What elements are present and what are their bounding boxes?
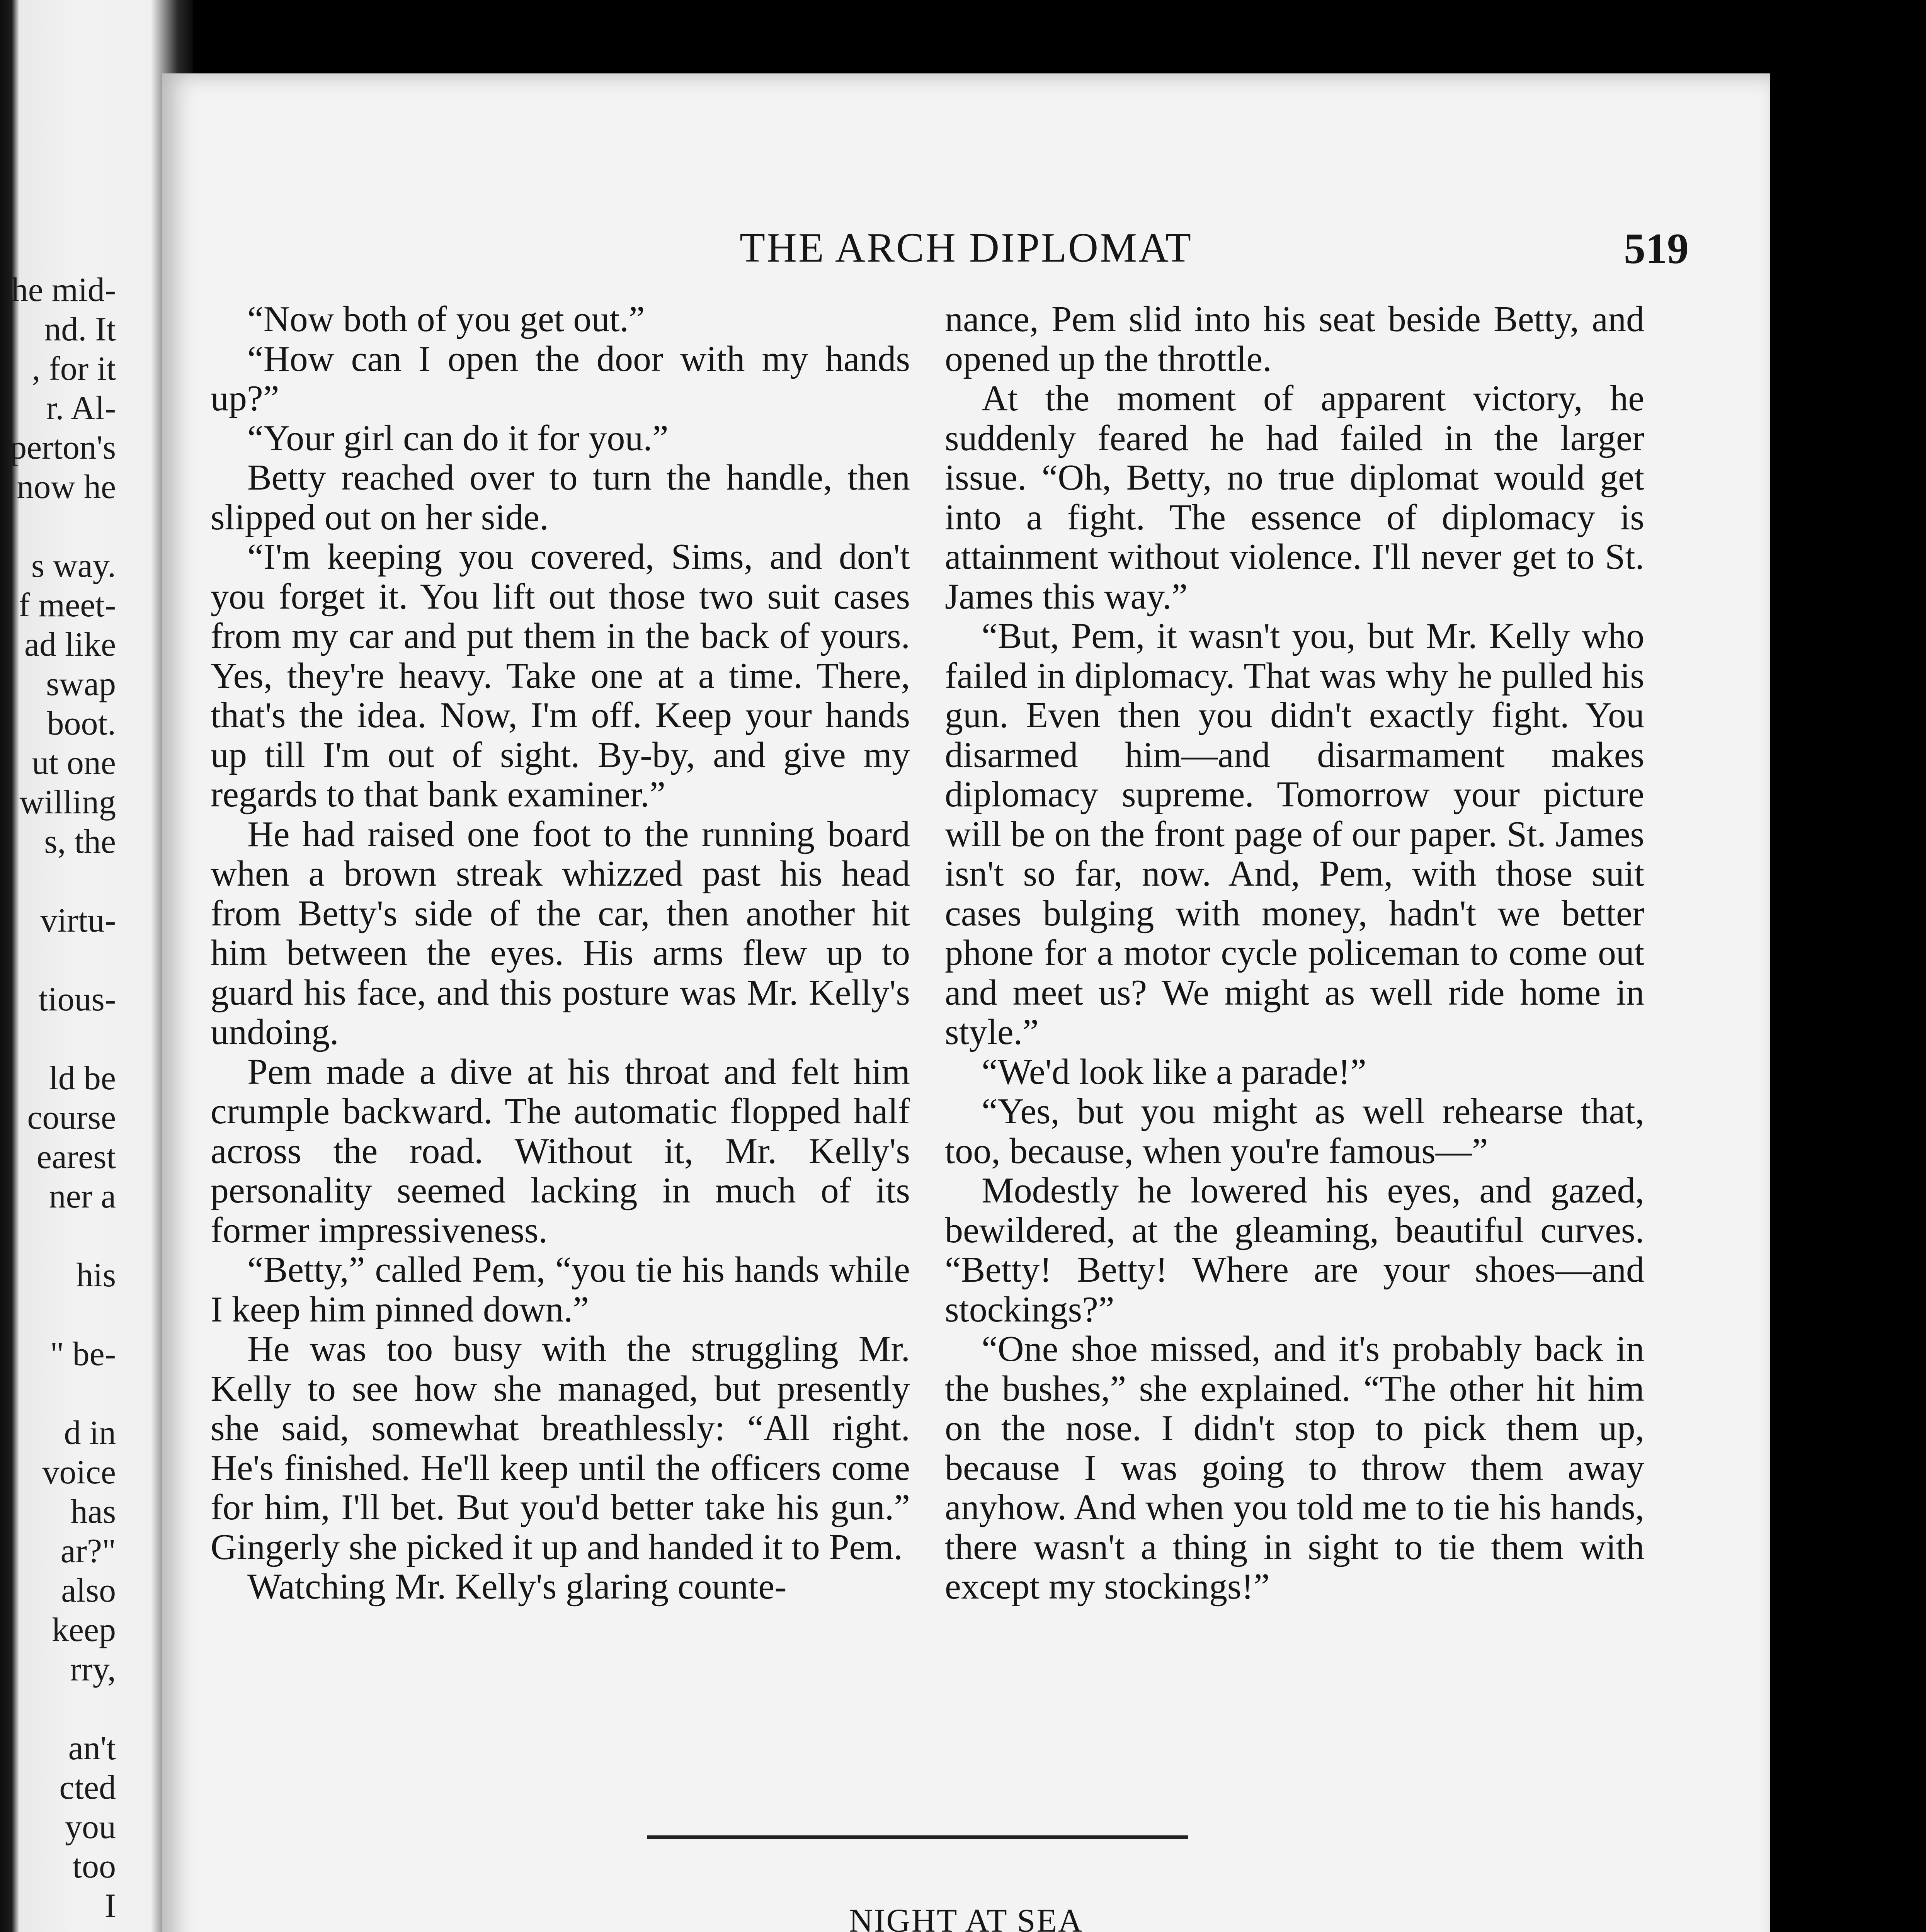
adjacent-page-fragment: f meet-: [19, 587, 116, 624]
story-paragraph: “Betty,” called Pem, “you tie his hands while I keep him pinned down.”: [211, 1250, 910, 1330]
adjacent-page-fragment: also: [61, 1572, 116, 1609]
adjacent-page-fragment: has: [70, 1493, 116, 1531]
adjacent-page-fragment: r. Al-: [46, 389, 116, 427]
adjacent-page-fragment: an't: [68, 1730, 116, 1767]
adjacent-page-fragment: [0, 1295, 116, 1335]
adjacent-page-fragment: now he: [17, 468, 116, 506]
adjacent-page-fragment: cted: [59, 1769, 116, 1806]
story-paragraph: “Now both of you get out.”: [247, 299, 645, 339]
running-head: [162, 224, 1770, 282]
adjacent-page-fragment: ld be: [49, 1060, 116, 1097]
adjacent-page-fragment: nd. It: [44, 311, 116, 348]
magazine-page: [162, 73, 1770, 1932]
story-paragraph: nance, Pem slid into his seat beside Betty, and opened up the throttle.: [945, 299, 1644, 379]
story-paragraph: “But, Pem, it wasn't you, but Mr. Kelly who failed in diplomacy. That was why he pulled his gun. Even then you didn't exactly fight. You disarmed him—and disarmament makes diplomacy supreme. Tomorrow your picture will be on the front page of our paper. St. James isn't so far, now. And, Pem, with those suit cases bulging with money, hadn't we better phone for a motor cycle policeman to come out and meet us? We might as well ride home in style.”: [945, 616, 1644, 1052]
adjacent-page-fragment: keep: [51, 1611, 116, 1649]
page-number: 519: [1624, 225, 1689, 273]
story-paragraph: Watching Mr. Kelly's glaring counte-: [247, 1566, 787, 1607]
adjacent-page-fragment: s way.: [31, 547, 116, 585]
adjacent-page-fragment: [0, 1374, 116, 1413]
story-column-left: [211, 299, 910, 1607]
story-paragraph: “Yes, but you might as well rehearse that, too, because, when you're famous—”: [945, 1091, 1644, 1171]
adjacent-page-fragment: swap: [46, 665, 116, 703]
adjacent-page-fragment: perton's: [10, 429, 116, 466]
adjacent-page-fragment: voice: [42, 1454, 116, 1491]
story-paragraph: “We'd look like a parade!”: [982, 1051, 1366, 1092]
adjacent-page-fragment: [0, 862, 116, 901]
adjacent-page-fragment: ar?": [60, 1532, 116, 1570]
story-paragraph: “I'm keeping you covered, Sims, and don't you forget it. You lift out those two suit cases from my car and put them in the back of yours. Yes, they're heavy. Take one at a time. There, that's the idea. Now, I'm off. Keep your hands up till I'm out of sight. By-by, and give my regards to that bank examiner.”: [211, 537, 910, 815]
adjacent-page-fragment: you: [65, 1808, 116, 1846]
adjacent-page-fragment: virtu-: [40, 902, 116, 939]
adjacent-page-fragment: tious-: [38, 981, 116, 1018]
story-paragraph: “One shoe missed, and it's probably back in the bushes,” she explained. “The other hit him on the nose. I didn't stop to pick them up, because I was going to throw them away anyhow. And when you told me to tie his hands, there wasn't a thing in sight to tie them with except my stockings!”: [945, 1329, 1644, 1607]
adjacent-page-fragment: [0, 1216, 116, 1256]
story-paragraph: “Your girl can do it for you.”: [247, 418, 669, 458]
story-paragraph: Modestly he lowered his eyes, and gazed, bewildered, at the gleaming, beautiful curves. “Betty! Betty! Where are your shoes—and stockings?”: [945, 1170, 1644, 1330]
story-paragraph: He was too busy with the struggling Mr. Kelly to see how she managed, but presently she said, somewhat breathlessly: “All right. He's finished. He'll keep until the officers come for him, I'll bet. But you'd better take his gun.” Gingerly she picked it up and handed it to Pem.: [211, 1329, 910, 1567]
adjacent-page-fragment: " be-: [50, 1335, 116, 1373]
adjacent-page-fragment: too: [72, 1848, 116, 1885]
adjacent-page-fragment: his: [76, 1257, 116, 1294]
adjacent-page-fragment: earest: [36, 1138, 116, 1176]
adjacent-page-fragment: d in: [64, 1414, 116, 1452]
adjacent-page-fragment: ner a: [49, 1178, 116, 1215]
adjacent-page-fragment: s, the: [44, 823, 116, 861]
adjacent-page-fragment: , for it: [32, 350, 116, 388]
adjacent-page-fragment: I: [104, 1887, 116, 1925]
running-title: THE ARCH DIPLOMAT: [739, 225, 1193, 271]
adjacent-page-text: [0, 270, 116, 1932]
adjacent-page-fragment: he mid-: [11, 271, 116, 309]
adjacent-page-fragment: ut one: [32, 744, 116, 782]
story-column-right: [945, 299, 1644, 1607]
adjacent-page-fragment: ad like: [24, 626, 116, 663]
adjacent-page-fragment: [0, 940, 116, 980]
adjacent-page-fragment: willing: [19, 784, 116, 821]
story-paragraph: Pem made a dive at his throat and felt him crumple backward. The automatic flopped half across the road. Without it, Mr. Kelly's personality seemed lacking in much of its former impressiveness.: [211, 1051, 910, 1250]
adjacent-page-fragment: [0, 1019, 116, 1059]
story-paragraph: Betty reached over to turn the handle, then slipped out on her side.: [211, 457, 910, 537]
adjacent-page-fragment: course: [27, 1099, 116, 1136]
section-divider: [647, 1835, 1188, 1839]
poem-title: NIGHT AT SEA: [849, 1902, 1084, 1932]
adjacent-page-fragment: rry,: [70, 1651, 116, 1688]
adjacent-page-fragment: [0, 1926, 116, 1932]
story-paragraph: He had raised one foot to the running board when a brown streak whizzed past his head from Betty's side of the car, then another hit him between the eyes. His arms flew up to guard his face, and this posture was Mr. Kelly's undoing.: [211, 814, 910, 1052]
adjacent-page-fragment: boot.: [47, 705, 116, 742]
story-paragraph: “How can I open the door with my hands up?”: [211, 338, 910, 418]
adjacent-page-fragment: [0, 1689, 116, 1729]
story-paragraph: At the moment of apparent victory, he suddenly feared he had failed in the larger issue. “Oh, Betty, no true diplomat would get into a fight. The essence of diplomacy is attainment without violence. I'll never get to St. James this way.”: [945, 378, 1644, 617]
adjacent-page-fragment: [0, 507, 116, 546]
